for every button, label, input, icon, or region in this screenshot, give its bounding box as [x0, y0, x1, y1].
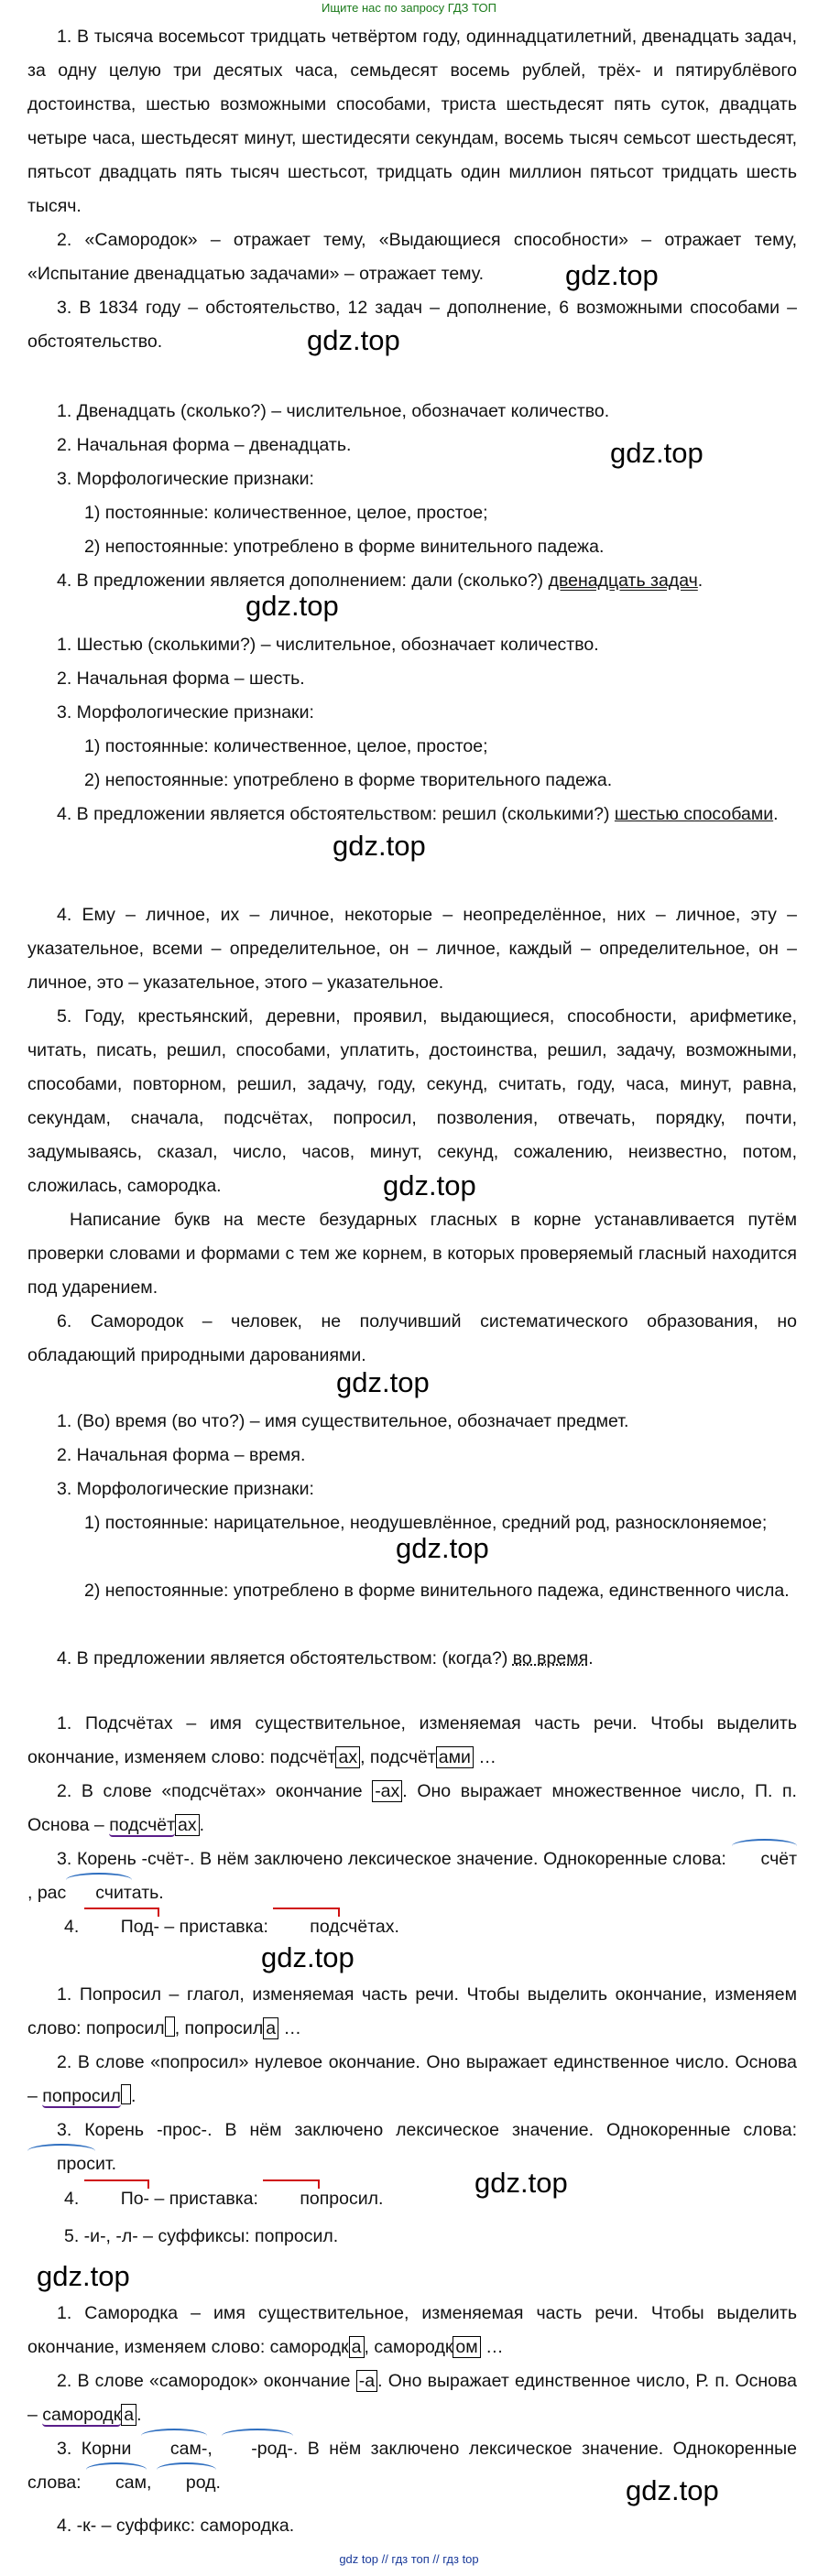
- text: 3. Корень: [57, 1849, 142, 1869]
- poprosil-line-4: [27, 2182, 797, 2216]
- poprosil-line-2: [27, 2046, 797, 2114]
- text: .: [130, 2086, 136, 2106]
- text: 4.: [64, 1917, 84, 1937]
- ending-box: а: [349, 2336, 365, 2358]
- answer-3: 3. В 1834 году – обстоятельство, 12 задач – дополнение, 6 возможными способами – обстоятельство.: [27, 298, 797, 352]
- watermark: gdz.top: [307, 324, 400, 356]
- prefix-mark: под: [273, 1910, 339, 1944]
- answer-5-rule: Написание букв на месте безударных гласных в корне устанавливается путём проверки словами и формами с тем же корнем, в которых проверяемый гласный находится под ударением.: [27, 1210, 797, 1298]
- footer-links[interactable]: gdz top // гдз топ // гдз top: [339, 2552, 479, 2566]
- text: ать.: [131, 1883, 164, 1903]
- root-mark: счёт: [732, 1842, 797, 1876]
- watermark: gdz.top: [333, 830, 426, 862]
- analysis-6-line: 2. Начальная форма – шесть.: [57, 668, 305, 689]
- ending-box: а: [121, 2404, 136, 2426]
- text: -прос-: [157, 2120, 208, 2140]
- ending-box: ом: [453, 2336, 480, 2358]
- text: .: [588, 1648, 594, 1668]
- ending-box: а: [263, 2017, 278, 2039]
- podschetah-line-2: [27, 1775, 797, 1842]
- poprosil-line-3: [27, 2114, 797, 2181]
- watermark: gdz.top: [37, 2260, 130, 2292]
- samorodka-line-2: [27, 2364, 797, 2432]
- text: …: [480, 2337, 504, 2357]
- answer-2: 2. «Самородок» – отражает тему, «Выдающиеся способности» – отражает тему, «Испытание двенадцатью задачами» – отражает тему.: [27, 230, 797, 284]
- answer-4: 4. Ему – личное, их – личное, некоторые – неопределённое, них – личное, эту – указательное, всеми – определительное, он – личное, каждый – определительное, он – личное, это – указательное, этого – указательное.: [27, 905, 797, 993]
- word-base: самородк: [42, 2405, 122, 2425]
- watermark: gdz.top: [396, 1532, 489, 1564]
- analysis-12-line: 2) непостоянные: употреблено в форме винительного падежа.: [84, 537, 605, 557]
- root-mark: сам: [86, 2466, 147, 2500]
- analysis-12-line: 1. Двенадцать (сколько?) – числительное, обозначает количество.: [57, 401, 610, 421]
- text: 4. В предложении является обстоятельством: решил (сколькими?): [57, 804, 615, 824]
- analysis-12-line: 1) постоянные: количественное, целое, простое;: [84, 503, 488, 523]
- root-mark: род: [157, 2466, 216, 2500]
- analysis-6-line: 2) непостоянные: употреблено в форме творительного падежа.: [84, 770, 613, 790]
- analysis-time-line: 3. Морфологические признаки:: [57, 1479, 314, 1499]
- watermark: gdz.top: [383, 1169, 476, 1201]
- analysis-time-line: 2. Начальная форма – время.: [57, 1445, 306, 1465]
- text: -счёт-: [141, 1849, 190, 1869]
- samorodka-line-4: 4. -к- – суффикс: самородка.: [57, 2516, 295, 2536]
- ending-box: ах: [175, 1814, 200, 1836]
- ending-box: -ах: [372, 1780, 402, 1802]
- text: 2. В слове «подсчётах» окончание: [57, 1781, 373, 1801]
- text: – приставка:: [159, 1917, 274, 1937]
- text: .: [773, 804, 779, 824]
- header-banner[interactable]: Ищите нас по запросу ГДЗ ТОП: [322, 1, 496, 15]
- text: – приставка:: [149, 2189, 264, 2209]
- text: .: [697, 571, 703, 591]
- analysis-12-line: 3. Морфологические признаки:: [57, 469, 314, 489]
- root-mark: -род-: [222, 2432, 293, 2466]
- text: ,: [147, 2473, 157, 2493]
- text: 1. Самородка – имя существительное, изменяемая часть речи. Чтобы выделить окончание, изменяем слово: самородк: [27, 2303, 797, 2357]
- text: ,: [207, 2439, 223, 2459]
- analysis-12-line: 2. Начальная форма – двенадцать.: [57, 435, 352, 455]
- text: 4. В предложении является дополнением: дали (сколько?): [57, 571, 549, 591]
- poprosil-line-1: [27, 1978, 797, 2046]
- text: 3. Корень: [57, 2120, 158, 2140]
- watermark: gdz.top: [336, 1366, 430, 1398]
- samorodka-line-1: [27, 2297, 797, 2364]
- underlined-phrase: шестью способами: [614, 804, 774, 824]
- prefix-mark: По-: [84, 2182, 149, 2216]
- analysis-time-line: 2) непостоянные: употреблено в форме винительного падежа, единственного числа.: [84, 1581, 790, 1601]
- analysis-time-line: [27, 1642, 797, 1676]
- underlined-phrase: во время: [512, 1648, 589, 1668]
- watermark: gdz.top: [261, 1941, 354, 1973]
- text: счётах.: [339, 1917, 399, 1937]
- podschetah-line-1: [27, 1707, 797, 1775]
- analysis-6-line: 1. Шестью (сколькими?) – числительное, обозначает количество.: [57, 635, 599, 655]
- underlined-phrase: двенадцать задач: [548, 571, 698, 591]
- ending-box: ах: [335, 1746, 360, 1768]
- text: .: [136, 2405, 142, 2425]
- prefix-mark: Под-: [84, 1910, 159, 1944]
- text: 4.: [64, 2189, 84, 2209]
- text: . Оно выражает множественное число, П. п. Основа –: [27, 1781, 797, 1835]
- ending-box: -а: [356, 2370, 377, 2392]
- text: 2. В слове «попросил» нулевое окончание. Оно выражает единственное число. Основа –: [27, 2052, 797, 2106]
- text: . В нём заключено лексическое значение. Однокоренные слова:: [207, 2120, 797, 2140]
- watermark: gdz.top: [626, 2474, 719, 2506]
- prefix-mark: по: [263, 2182, 319, 2216]
- text: .: [215, 2473, 221, 2493]
- root-mark: сам-: [141, 2432, 208, 2466]
- answer-1: 1. В тысяча восемьсот тридцать четвёртом году, одиннадцатилетний, двенадцать задач, за одну целую три десятых часа, семьдесят восемь рублей, трёх- и пятирублёвого достоинства, шестью возможными способами, триста шестьдесят пять суток, двадцать четыре часа, шестьдесят минут, шестидесяти секундам, восемь тысяч семьсот шестьдесят, пятьсот двадцать пять тысяч шестьсот, тридцать один миллион пятьсот тридцать шесть тысяч.: [27, 27, 797, 216]
- poprosil-line-5: 5. -и-, -л- – суффиксы: попросил.: [64, 2226, 339, 2246]
- watermark: gdz.top: [245, 590, 339, 622]
- word-base: попросил: [42, 2086, 121, 2106]
- analysis-6-line: 3. Морфологические признаки:: [57, 702, 314, 723]
- text: 1. Подсчётах – имя существительное, изменяемая часть речи. Чтобы выделить окончание, изменяем слово: подсчёт: [27, 1713, 797, 1767]
- analysis-6-line: [27, 798, 797, 831]
- text: 1. Попросил – глагол, изменяемая часть речи. Чтобы выделить окончание, изменяем слово: попросил: [27, 1984, 797, 2038]
- text: .: [199, 1815, 205, 1835]
- text: , самородк: [364, 2337, 453, 2357]
- root-mark: прос: [27, 2147, 95, 2181]
- text: 3. Корни: [57, 2439, 141, 2459]
- analysis-time-line: 1. (Во) время (во что?) – имя существительное, обозначает предмет.: [57, 1411, 629, 1431]
- ending-box: ами: [436, 1746, 474, 1768]
- podschetah-line-4: [27, 1910, 797, 1944]
- answer-6: 6. Самородок – человек, не получивший систематического образования, но обладающий природными дарованиями.: [27, 1311, 797, 1365]
- watermark: gdz.top: [565, 259, 659, 291]
- watermark: gdz.top: [474, 2167, 568, 2199]
- text: ит.: [95, 2154, 117, 2174]
- text: . В нём заключено лексическое значение. Однокоренные слова:: [27, 2439, 798, 2493]
- text: , попросил: [174, 2018, 264, 2038]
- null-ending-box: [165, 2016, 175, 2037]
- text: …: [473, 1747, 496, 1767]
- analysis-time-line: 1) постоянные: нарицательное, неодушевлённое, средний род, разносклоняемое;: [84, 1513, 768, 1533]
- text: , подсчёт: [360, 1747, 436, 1767]
- watermark: gdz.top: [610, 437, 703, 469]
- word-base: подсчёт: [109, 1815, 176, 1835]
- text: 2. В слове «самородок» окончание: [57, 2371, 356, 2391]
- text: . Оно выражает единственное число, Р. п. Основа –: [27, 2371, 798, 2425]
- text: …: [278, 2018, 301, 2038]
- podschetah-line-3: [27, 1842, 797, 1910]
- text: 4. В предложении является обстоятельством: (когда?): [57, 1648, 513, 1668]
- null-ending-box: [121, 2084, 131, 2104]
- root-mark: счит: [66, 1876, 132, 1910]
- answer-5: 5. Году, крестьянский, деревни, проявил, выдающиеся, способности, арифметике, читать, писать, решил, способами, уплатить, достоинства, решил, задачу, возможными, способами, повторном, решил, задачу, году, секунд, считать, году, часа, минут, равна, секундам, сначала, подсчётах, попросил, позволения, отвечать, порядку, почти, задумываясь, сказал, число, часов, минут, секунд, сожалению, неизвестно, потом, сложилась, самородка.: [27, 1006, 797, 1196]
- text: , рас: [27, 1883, 67, 1903]
- analysis-6-line: 1) постоянные: количественное, целое, простое;: [84, 736, 488, 756]
- text: просил.: [319, 2189, 384, 2209]
- text: . В нём заключено лексическое значение. Однокоренные слова:: [189, 1849, 732, 1869]
- analysis-12-line: [27, 564, 797, 598]
